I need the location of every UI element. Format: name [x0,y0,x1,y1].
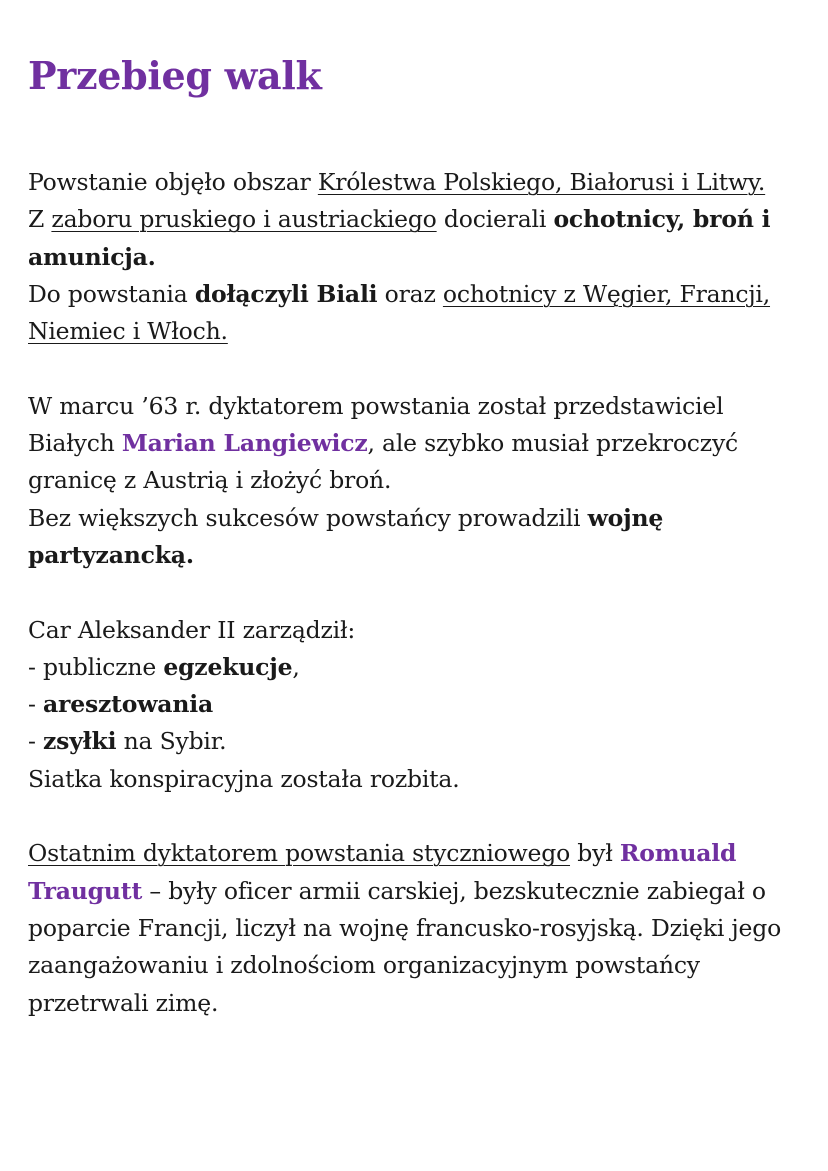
highlighted-name-traugutt: Romuald Traugutt [28,839,737,905]
text-span: oraz [377,279,443,308]
document-body [28,164,800,1022]
paragraph-langiewicz [28,388,800,574]
text-span: W marcu ’63 r. dyktatorem powstania został przedstawiciel Białych [28,391,724,458]
list-item: - publiczne egzekucje, [28,652,300,681]
text-span: Z [28,205,52,234]
list-conclusion: Siatka konspiracyjna została rozbita. [28,764,460,793]
text-span: Powstanie objęło obszar [28,168,318,196]
text-span: docierali [436,205,554,234]
text-span: , ale szybko musiał przekroczyć granicę z Austrią i złożyć broń. [28,429,738,495]
page-title: Przebieg walk [28,53,322,98]
bold-volunteers: ochotnicy, broń i amunicja. [28,205,771,271]
paragraph-traugutt [28,835,800,1021]
text-span: Do powstania [28,279,195,308]
text-span: – były oficer armii carskiej, bezskutecznie zabiegał o poparcie Francji, liczył na wojnę francusko-rosyjską. Dzięki jego zaangażowaniu i zdolnościom organizacyjnym powstańcy przetrwali zimę. [28,876,782,1017]
paragraph-repressions [28,612,800,798]
paragraph-territory [28,164,800,350]
paragraph-gap [28,798,800,835]
paragraph-gap [28,574,800,611]
list-item: - zsyłki na Sybir. [28,727,227,756]
underlined-partitions: zaboru pruskiego i austriackiego [51,205,437,234]
bold-whites-joined: dołączyli Biali [194,279,378,308]
text-span: był [570,839,620,868]
list-item: - aresztowania [28,690,213,719]
underlined-regions: Królestwa Polskiego, Białorusi i Litwy. [317,168,766,196]
bold-partisan-war: wojnę partyzancką. [28,503,664,569]
underlined-foreign-volunteers: ochotnicy z Węgier, Francji, Niemiec i Włoch. [28,279,771,346]
highlighted-name-langiewicz: Marian Langiewicz [121,429,368,458]
underlined-last-dictator: Ostatnim dyktatorem powstania styczniowego [28,839,571,868]
text-span: Bez większych sukcesów powstańcy prowadzili [28,503,588,532]
list-intro: Car Aleksander II zarządził: [28,615,356,644]
paragraph-gap [28,350,800,387]
